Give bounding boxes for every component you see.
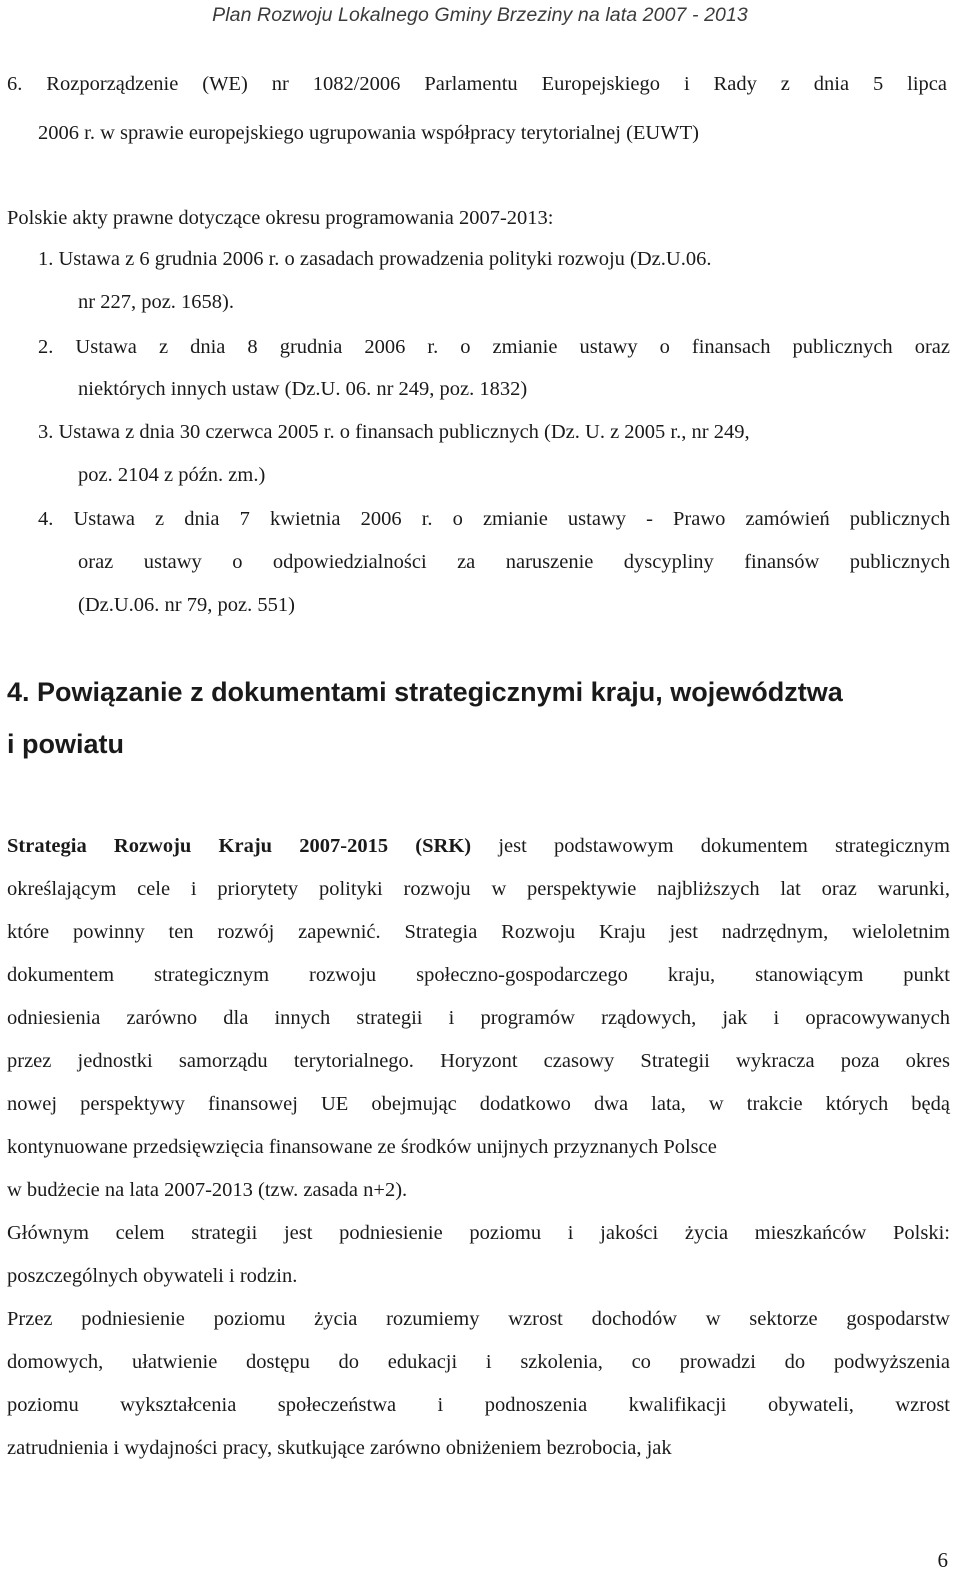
paragraph-1-line-4: dokumentem strategicznym rozwoju społeczno-gospodarczego kraju, stanowiącym punkt	[7, 964, 950, 986]
paragraph-2-line-2: poszczególnych obywateli i rodzin.	[7, 1265, 298, 1287]
paragraph-3-line-2: domowych, ułatwienie dostępu do edukacji i szkolenia, co prowadzi do podwyższenia	[7, 1351, 950, 1373]
section-heading-line-2: i powiatu	[7, 729, 124, 759]
paragraph-1-line-1	[7, 834, 950, 858]
act-1-line-1: 1. Ustawa z 6 grudnia 2006 r. o zasadach prowadzenia polityki rozwoju (Dz.U.06.	[38, 248, 712, 270]
eu-item-6-line-2: 2006 r. w sprawie europejskiego ugrupowania współpracy terytorialnej (EUWT)	[38, 122, 699, 144]
paragraph-3-line-4: zatrudnienia i wydajności pracy, skutkujące zarówno obniżeniem bezrobocia, jak	[7, 1437, 672, 1459]
paragraph-1-line-1-rest: jest podstawowym dokumentem strategicznym	[471, 835, 950, 857]
paragraph-3-line-3: poziomu wykształcenia społeczeństwa i podnoszenia kwalifikacji obywateli, wzrost	[7, 1394, 950, 1416]
act-4-line-1: 4. Ustawa z dnia 7 kwietnia 2006 r. o zmianie ustawy - Prawo zamówień publicznych	[38, 508, 950, 530]
act-4-line-2: oraz ustawy o odpowiedzialności za naruszenie dyscypliny finansów publicznych	[78, 551, 950, 573]
act-4-line-3: (Dz.U.06. nr 79, poz. 551)	[78, 594, 295, 616]
paragraph-3-line-1: Przez podniesienie poziomu życia rozumiemy wzrost dochodów w sektorze gospodarstw	[7, 1308, 950, 1330]
act-2-line-1: 2. Ustawa z dnia 8 grudnia 2006 r. o zmianie ustawy o finansach publicznych oraz	[38, 336, 950, 358]
eu-item-6-line-1: 6. Rozporządzenie (WE) nr 1082/2006 Parlamentu Europejskiego i Rady z dnia 5 lipca	[7, 73, 947, 95]
act-1-line-2: nr 227, poz. 1658).	[78, 291, 235, 313]
paragraph-1-line-2: określającym cele i priorytety polityki rozwoju w perspektywie najbliższych lat oraz warunki,	[7, 878, 950, 900]
running-header: Plan Rozwoju Lokalnego Gminy Brzeziny na lata 2007 - 2013	[212, 4, 748, 26]
section-heading-line-1: 4. Powiązanie z dokumentami strategicznymi kraju, województwa	[7, 677, 843, 707]
paragraph-1-line-8: kontynuowane przedsięwzięcia finansowane ze środków unijnych przyznanych Polsce	[7, 1136, 717, 1158]
paragraph-1-line-3: które powinny ten rozwój zapewnić. Strategia Rozwoju Kraju jest nadrzędnym, wieloletnim	[7, 921, 950, 943]
paragraph-2-line-1: Głównym celem strategii jest podniesienie poziomu i jakości życia mieszkańców Polski:	[7, 1222, 950, 1244]
srk-title: Strategia Rozwoju Kraju 2007-2015 (SRK)	[7, 835, 472, 857]
act-3-line-2: poz. 2104 z późn. zm.)	[78, 464, 266, 486]
paragraph-1-line-6: przez jednostki samorządu terytorialnego. Horyzont czasowy Strategii wykracza poza okres	[7, 1050, 950, 1072]
paragraph-1-line-7: nowej perspektywy finansowej UE obejmując dodatkowo dwa lata, w trakcie których będą	[7, 1093, 950, 1115]
page-number: 6	[937, 1548, 948, 1572]
paragraph-1-line-5: odniesienia zarówno dla innych strategii i programów rządowych, jak i opracowywanych	[7, 1007, 950, 1029]
act-2-line-2: niektórych innych ustaw (Dz.U. 06. nr 249, poz. 1832)	[78, 378, 528, 400]
polish-acts-intro: Polskie akty prawne dotyczące okresu programowania 2007-2013:	[7, 207, 554, 229]
paragraph-1-line-9: w budżecie na lata 2007-2013 (tzw. zasada n+2).	[7, 1179, 408, 1201]
act-3-line-1: 3. Ustawa z dnia 30 czerwca 2005 r. o finansach publicznych (Dz. U. z 2005 r., nr 249,	[38, 421, 750, 443]
